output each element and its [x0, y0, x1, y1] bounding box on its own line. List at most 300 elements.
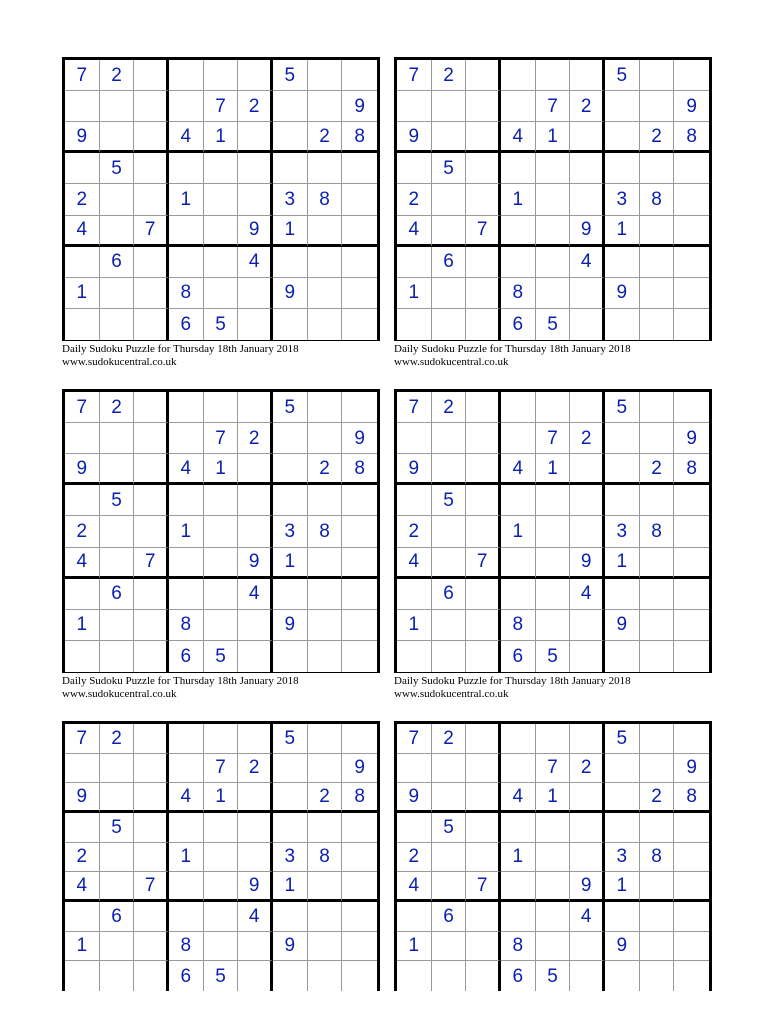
sudoku-cell: 6 — [169, 961, 204, 991]
sudoku-cell: 8 — [308, 184, 343, 215]
sudoku-cell — [100, 516, 135, 547]
sudoku-cell — [100, 641, 135, 672]
sudoku-cell — [605, 454, 640, 485]
sudoku-cell — [640, 153, 675, 184]
sudoku-cell — [100, 122, 135, 153]
sudoku-cell — [432, 454, 467, 485]
sudoku-cell — [273, 485, 308, 516]
sudoku-cell — [605, 423, 640, 454]
sudoku-cell — [273, 247, 308, 278]
sudoku-cell — [100, 184, 135, 215]
sudoku-cell: 8 — [674, 783, 709, 813]
sudoku-cell — [342, 247, 377, 278]
sudoku-cell: 5 — [536, 309, 571, 340]
sudoku-cell: 4 — [501, 783, 536, 813]
sudoku-cell: 4 — [238, 902, 273, 932]
sudoku-cell — [570, 485, 605, 516]
sudoku-cell: 2 — [238, 754, 273, 784]
sudoku-cell — [570, 783, 605, 813]
sudoku-cell — [134, 579, 169, 610]
sudoku-cell — [432, 961, 467, 991]
sudoku-cell — [466, 724, 501, 754]
sudoku-cell — [134, 454, 169, 485]
sudoku-cell — [674, 184, 709, 215]
sudoku-cell: 4 — [397, 216, 432, 247]
sudoku-cell — [501, 579, 536, 610]
sudoku-cell: 9 — [273, 610, 308, 641]
sudoku-cell — [640, 392, 675, 423]
sudoku-cell — [674, 60, 709, 91]
sudoku-cell — [342, 216, 377, 247]
sudoku-cell — [134, 184, 169, 215]
sudoku-cell — [570, 724, 605, 754]
sudoku-cell — [605, 485, 640, 516]
sudoku-cell — [501, 60, 536, 91]
sudoku-cell — [570, 184, 605, 215]
sudoku-cell: 1 — [65, 932, 100, 962]
sudoku-cell — [501, 813, 536, 843]
sudoku-cell — [536, 184, 571, 215]
sudoku-cell: 4 — [397, 872, 432, 902]
puzzle-caption — [394, 343, 712, 369]
sudoku-cell — [432, 122, 467, 153]
sudoku-cell: 2 — [100, 392, 135, 423]
sudoku-cell — [204, 216, 239, 247]
sudoku-cell: 5 — [100, 153, 135, 184]
sudoku-cell: 6 — [100, 579, 135, 610]
sudoku-cell — [536, 516, 571, 547]
sudoku-cell: 9 — [342, 423, 377, 454]
sudoku-cell — [204, 278, 239, 309]
sudoku-cell — [308, 902, 343, 932]
sudoku-cell — [273, 91, 308, 122]
sudoku-cell — [65, 961, 100, 991]
sudoku-cell: 1 — [204, 783, 239, 813]
sudoku-cell — [570, 454, 605, 485]
sudoku-cell: 6 — [432, 247, 467, 278]
sudoku-cell — [342, 548, 377, 579]
sudoku-cell — [640, 932, 675, 962]
sudoku-cell: 2 — [308, 454, 343, 485]
sudoku-cell: 2 — [432, 60, 467, 91]
sudoku-cell — [432, 423, 467, 454]
sudoku-cell — [342, 843, 377, 873]
sudoku-cell — [605, 961, 640, 991]
sudoku-cell — [536, 610, 571, 641]
sudoku-cell — [204, 902, 239, 932]
sudoku-cell: 9 — [397, 454, 432, 485]
sudoku-cell: 5 — [204, 309, 239, 340]
sudoku-cell — [134, 902, 169, 932]
sudoku-cell: 4 — [570, 247, 605, 278]
sudoku-cell — [100, 548, 135, 579]
sudoku-cell — [466, 902, 501, 932]
sudoku-cell — [432, 309, 467, 340]
sudoku-cell: 9 — [570, 872, 605, 902]
sudoku-cell — [134, 932, 169, 962]
sudoku-cell — [169, 60, 204, 91]
sudoku-cell: 7 — [466, 872, 501, 902]
sudoku-cell — [65, 153, 100, 184]
sudoku-cell: 2 — [640, 122, 675, 153]
sudoku-cell — [501, 872, 536, 902]
sudoku-cell — [501, 548, 536, 579]
puzzle-caption — [394, 675, 712, 701]
sudoku-cell — [308, 548, 343, 579]
sudoku-cell: 5 — [273, 392, 308, 423]
sudoku-puzzle — [394, 389, 712, 701]
sudoku-cell: 4 — [65, 872, 100, 902]
sudoku-cell — [204, 247, 239, 278]
sudoku-cell — [640, 423, 675, 454]
sudoku-cell — [308, 309, 343, 340]
sudoku-cell — [238, 843, 273, 873]
sudoku-cell: 7 — [65, 724, 100, 754]
sudoku-cell — [134, 783, 169, 813]
sudoku-cell — [605, 579, 640, 610]
sudoku-cell — [169, 485, 204, 516]
sudoku-cell: 4 — [397, 548, 432, 579]
sudoku-cell — [501, 485, 536, 516]
sudoku-cell — [674, 579, 709, 610]
sudoku-cell — [204, 184, 239, 215]
sudoku-cell — [605, 902, 640, 932]
sudoku-cell: 8 — [342, 122, 377, 153]
sudoku-cell — [100, 843, 135, 873]
sudoku-cell — [674, 872, 709, 902]
sudoku-cell — [238, 961, 273, 991]
sudoku-cell — [536, 392, 571, 423]
sudoku-cell — [397, 485, 432, 516]
sudoku-cell: 7 — [466, 216, 501, 247]
sudoku-puzzle — [62, 721, 380, 991]
sudoku-cell — [570, 60, 605, 91]
sudoku-cell: 2 — [65, 184, 100, 215]
sudoku-cell: 1 — [169, 843, 204, 873]
sudoku-puzzle — [62, 389, 380, 701]
sudoku-cell: 7 — [466, 548, 501, 579]
sudoku-cell — [640, 813, 675, 843]
sudoku-cell — [273, 454, 308, 485]
sudoku-cell — [466, 184, 501, 215]
sudoku-cell: 2 — [397, 516, 432, 547]
sudoku-cell: 4 — [169, 122, 204, 153]
sudoku-cell: 6 — [501, 961, 536, 991]
sudoku-cell — [501, 91, 536, 122]
sudoku-cell: 4 — [65, 216, 100, 247]
sudoku-cell: 5 — [273, 724, 308, 754]
sudoku-cell: 7 — [397, 60, 432, 91]
sudoku-cell — [273, 122, 308, 153]
sudoku-cell — [605, 754, 640, 784]
sudoku-cell — [674, 610, 709, 641]
sudoku-cell — [536, 278, 571, 309]
sudoku-cell — [342, 392, 377, 423]
sudoku-cell — [501, 902, 536, 932]
sudoku-cell: 8 — [169, 610, 204, 641]
puzzle-caption — [62, 675, 380, 701]
sudoku-cell — [169, 423, 204, 454]
sudoku-cell — [134, 516, 169, 547]
sudoku-cell: 8 — [342, 783, 377, 813]
sudoku-cell — [204, 724, 239, 754]
sudoku-cell — [342, 610, 377, 641]
sudoku-cell — [397, 309, 432, 340]
sudoku-cell — [432, 516, 467, 547]
sudoku-cell: 4 — [501, 454, 536, 485]
sudoku-cell — [134, 961, 169, 991]
sudoku-cell — [466, 932, 501, 962]
sudoku-cell — [342, 641, 377, 672]
sudoku-cell — [100, 872, 135, 902]
sudoku-cell — [501, 216, 536, 247]
sudoku-cell — [466, 309, 501, 340]
sudoku-cell — [570, 309, 605, 340]
sudoku-cell: 9 — [674, 423, 709, 454]
sudoku-cell: 8 — [640, 516, 675, 547]
sudoku-cell: 5 — [100, 485, 135, 516]
sudoku-cell — [238, 516, 273, 547]
sudoku-cell — [605, 641, 640, 672]
sudoku-cell — [501, 754, 536, 784]
sudoku-cell: 2 — [65, 843, 100, 873]
sudoku-cell: 2 — [308, 783, 343, 813]
sudoku-cell — [674, 309, 709, 340]
sudoku-cell — [134, 485, 169, 516]
sudoku-cell — [342, 184, 377, 215]
sudoku-cell — [308, 641, 343, 672]
sudoku-cell: 7 — [204, 423, 239, 454]
sudoku-cell — [397, 813, 432, 843]
sudoku-cell — [308, 932, 343, 962]
sudoku-cell — [169, 813, 204, 843]
sudoku-cell — [204, 516, 239, 547]
puzzle-date-caption: Daily Sudoku Puzzle for Thursday 18th January 2018 — [62, 343, 299, 355]
sudoku-cell — [204, 153, 239, 184]
sudoku-cell — [204, 843, 239, 873]
sudoku-cell: 9 — [273, 278, 308, 309]
sudoku-cell — [397, 423, 432, 454]
sudoku-cell: 6 — [169, 641, 204, 672]
sudoku-cell — [342, 516, 377, 547]
sudoku-cell — [308, 813, 343, 843]
sudoku-cell: 8 — [501, 278, 536, 309]
sudoku-cell: 6 — [432, 579, 467, 610]
sudoku-cell — [134, 813, 169, 843]
sudoku-cell — [466, 60, 501, 91]
sudoku-cell: 9 — [674, 754, 709, 784]
website-caption: www.sudokucentral.co.uk — [62, 356, 177, 368]
sudoku-cell: 2 — [100, 724, 135, 754]
sudoku-cell — [570, 278, 605, 309]
sudoku-cell: 2 — [238, 91, 273, 122]
sudoku-cell — [308, 60, 343, 91]
sudoku-cell: 9 — [65, 783, 100, 813]
sudoku-cell — [238, 153, 273, 184]
sudoku-cell — [342, 60, 377, 91]
sudoku-cell — [342, 485, 377, 516]
sudoku-cell: 4 — [501, 122, 536, 153]
sudoku-cell — [273, 641, 308, 672]
sudoku-cell — [273, 579, 308, 610]
sudoku-grid — [394, 389, 712, 673]
sudoku-cell — [308, 153, 343, 184]
sudoku-cell: 1 — [169, 516, 204, 547]
sudoku-cell — [536, 813, 571, 843]
sudoku-cell — [308, 610, 343, 641]
sudoku-puzzle — [394, 721, 712, 991]
sudoku-cell: 1 — [501, 516, 536, 547]
sudoku-cell: 7 — [397, 392, 432, 423]
sudoku-cell — [65, 579, 100, 610]
sudoku-cell — [466, 423, 501, 454]
sudoku-cell: 2 — [65, 516, 100, 547]
sudoku-cell — [640, 641, 675, 672]
sudoku-cell — [640, 216, 675, 247]
sudoku-cell — [204, 60, 239, 91]
sudoku-cell — [238, 122, 273, 153]
sudoku-cell — [674, 278, 709, 309]
sudoku-cell — [466, 783, 501, 813]
sudoku-cell: 4 — [65, 548, 100, 579]
sudoku-cell — [674, 843, 709, 873]
sudoku-cell — [100, 932, 135, 962]
sudoku-cell — [100, 216, 135, 247]
sudoku-cell: 8 — [640, 184, 675, 215]
sudoku-cell — [342, 309, 377, 340]
sudoku-cell — [570, 392, 605, 423]
sudoku-cell — [501, 724, 536, 754]
sudoku-cell — [640, 60, 675, 91]
sudoku-cell: 1 — [536, 454, 571, 485]
sudoku-grid — [394, 57, 712, 341]
sudoku-cell — [238, 309, 273, 340]
sudoku-cell — [169, 754, 204, 784]
sudoku-cell: 9 — [65, 122, 100, 153]
sudoku-cell: 3 — [273, 184, 308, 215]
sudoku-cell — [674, 961, 709, 991]
sudoku-cell — [100, 754, 135, 784]
sudoku-cell: 6 — [100, 902, 135, 932]
sudoku-cell — [342, 153, 377, 184]
sudoku-cell: 6 — [100, 247, 135, 278]
sudoku-grid — [62, 389, 380, 673]
sudoku-cell — [432, 216, 467, 247]
sudoku-cell — [342, 932, 377, 962]
sudoku-cell — [674, 392, 709, 423]
sudoku-cell — [570, 153, 605, 184]
sudoku-cell: 6 — [501, 309, 536, 340]
sudoku-cell — [65, 309, 100, 340]
sudoku-cell — [466, 961, 501, 991]
sudoku-cell — [100, 783, 135, 813]
sudoku-cell — [605, 91, 640, 122]
sudoku-cell — [674, 902, 709, 932]
sudoku-cell — [570, 610, 605, 641]
sudoku-cell: 5 — [605, 392, 640, 423]
sudoku-cell: 4 — [570, 579, 605, 610]
sudoku-cell — [466, 485, 501, 516]
sudoku-cell: 1 — [397, 610, 432, 641]
sudoku-cell: 8 — [674, 122, 709, 153]
sudoku-cell: 2 — [570, 91, 605, 122]
sudoku-cell: 7 — [134, 216, 169, 247]
sudoku-cell: 1 — [501, 184, 536, 215]
sudoku-cell — [674, 813, 709, 843]
sudoku-cell — [674, 548, 709, 579]
sudoku-cell: 2 — [432, 724, 467, 754]
sudoku-cell — [134, 392, 169, 423]
sudoku-cell: 2 — [432, 392, 467, 423]
sudoku-cell: 1 — [273, 872, 308, 902]
sudoku-cell — [169, 902, 204, 932]
sudoku-cell: 8 — [501, 932, 536, 962]
sudoku-cell: 4 — [238, 247, 273, 278]
sudoku-cell — [640, 579, 675, 610]
sudoku-cell: 3 — [273, 516, 308, 547]
website-caption: www.sudokucentral.co.uk — [394, 688, 509, 700]
sudoku-cell — [674, 932, 709, 962]
sudoku-cell — [65, 813, 100, 843]
sudoku-cell — [397, 579, 432, 610]
sudoku-cell — [308, 872, 343, 902]
sudoku-cell — [308, 754, 343, 784]
sudoku-cell — [674, 641, 709, 672]
sudoku-cell — [397, 91, 432, 122]
sudoku-cell — [308, 961, 343, 991]
sudoku-cell: 9 — [238, 216, 273, 247]
sudoku-cell — [342, 278, 377, 309]
sudoku-cell — [342, 579, 377, 610]
sudoku-cell: 9 — [238, 872, 273, 902]
sudoku-cell — [432, 641, 467, 672]
sudoku-cell — [397, 641, 432, 672]
sudoku-cell: 4 — [570, 902, 605, 932]
sudoku-cell — [342, 872, 377, 902]
sudoku-cell — [466, 610, 501, 641]
sudoku-cell: 1 — [169, 184, 204, 215]
sudoku-cell — [134, 278, 169, 309]
sudoku-cell: 7 — [204, 754, 239, 784]
sudoku-cell — [204, 932, 239, 962]
sudoku-cell — [204, 813, 239, 843]
sudoku-cell: 9 — [342, 754, 377, 784]
sudoku-cell — [466, 579, 501, 610]
sudoku-cell — [308, 423, 343, 454]
sudoku-cell: 2 — [397, 843, 432, 873]
sudoku-cell: 5 — [536, 641, 571, 672]
sudoku-cell — [570, 813, 605, 843]
sudoku-cell — [238, 641, 273, 672]
sudoku-cell: 9 — [238, 548, 273, 579]
sudoku-cell: 1 — [501, 843, 536, 873]
sudoku-cell — [100, 91, 135, 122]
sudoku-cell — [342, 724, 377, 754]
sudoku-cell: 5 — [536, 961, 571, 991]
sudoku-cell — [204, 872, 239, 902]
sudoku-cell — [466, 122, 501, 153]
website-caption: www.sudokucentral.co.uk — [62, 688, 177, 700]
sudoku-cell: 5 — [605, 724, 640, 754]
sudoku-cell — [466, 754, 501, 784]
sudoku-cell — [169, 392, 204, 423]
sudoku-cell: 2 — [308, 122, 343, 153]
sudoku-cell: 9 — [342, 91, 377, 122]
sudoku-cell — [273, 783, 308, 813]
sudoku-cell — [466, 91, 501, 122]
sudoku-cell — [134, 60, 169, 91]
sudoku-cell — [432, 932, 467, 962]
